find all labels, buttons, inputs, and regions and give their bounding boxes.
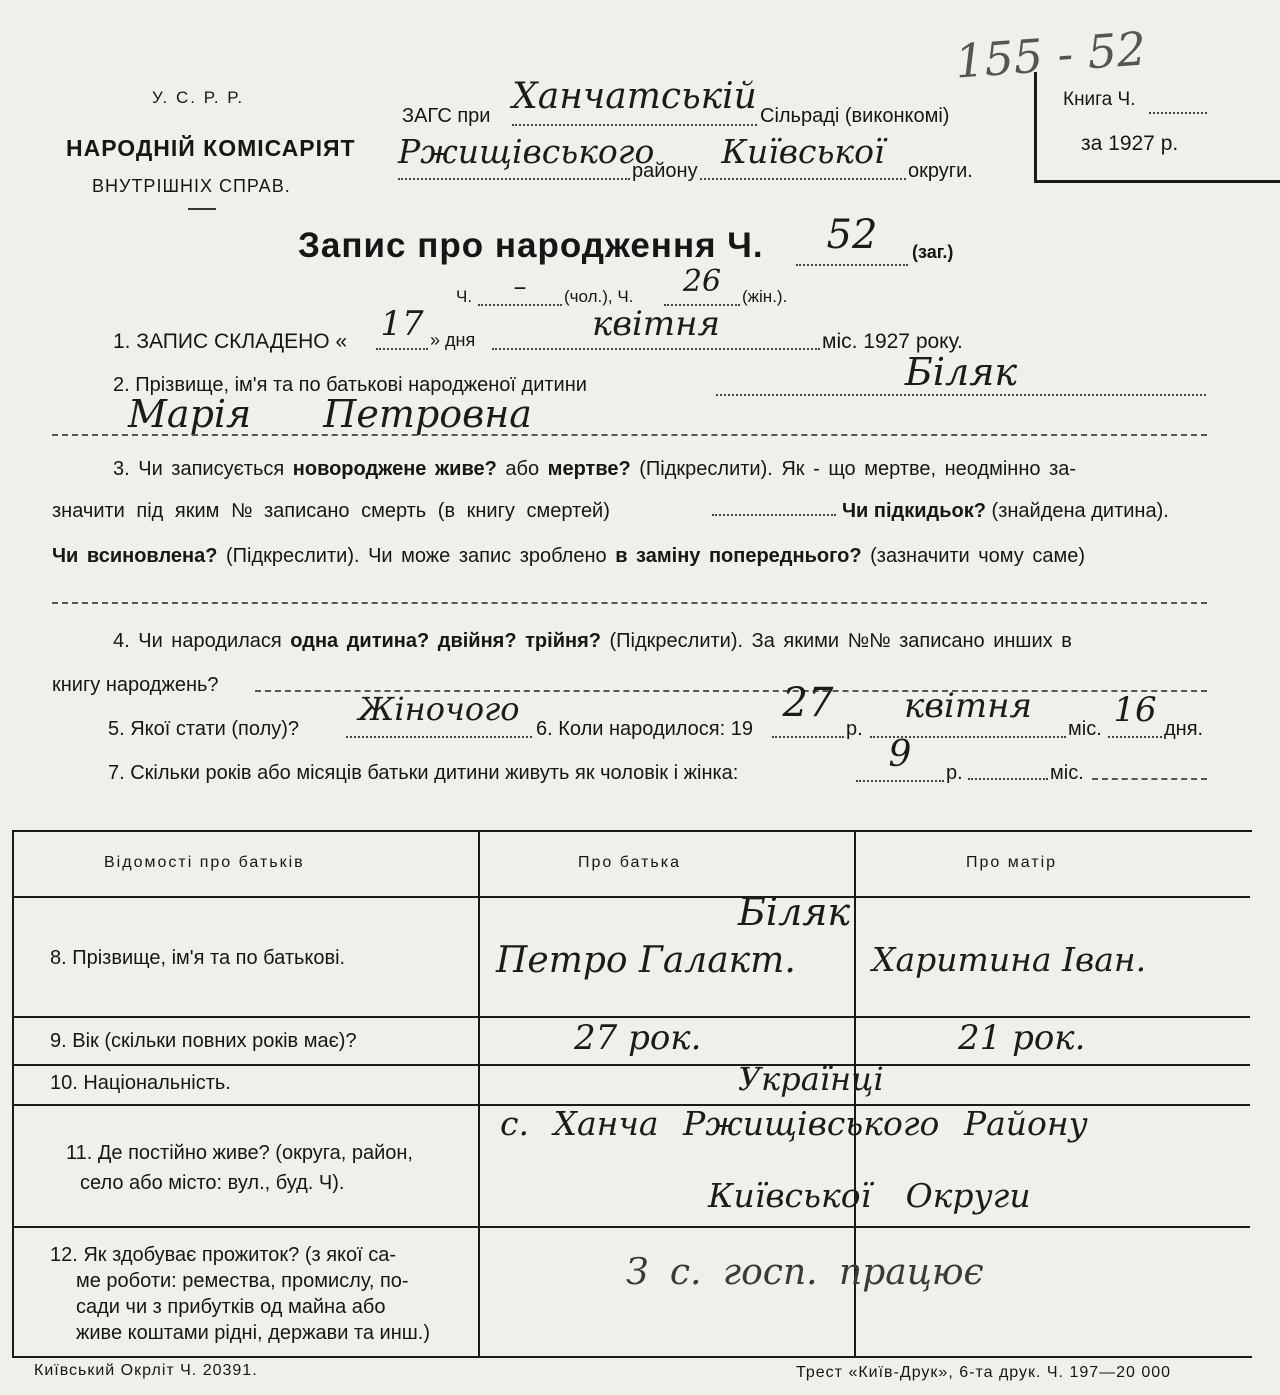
district-value: Ржищівського <box>398 132 630 180</box>
item7-label: 7. Скільки років або місяців батьки дитини живуть як чоловік і жінка: <box>108 762 739 784</box>
row9-label: 9. Вік (скільки повних років має)? <box>50 1030 357 1052</box>
row8-father-name: Петро Галакт. <box>496 940 796 981</box>
item3-adopted: Чи всиновлена? <box>52 545 218 567</box>
item6-label: 6. Коли народилося: 19 <box>536 718 753 740</box>
commissariat-label: НАРОДНІЙ КОМІСАРІЯТ <box>66 135 356 161</box>
header-divider <box>188 208 216 210</box>
book-box <box>1034 72 1280 183</box>
record-title: Запис про народження Ч. <box>298 226 764 265</box>
table-col-divider-1 <box>478 830 480 1356</box>
item7-years-suffix: р. <box>946 762 963 784</box>
item7-years: 9 <box>856 734 944 782</box>
item3-line2 <box>52 500 610 523</box>
table-header-father: Про батька <box>578 854 681 871</box>
book-year: за 1927 р. <box>1081 132 1179 155</box>
item2-name-line <box>52 434 1207 436</box>
book-label: Книга Ч. <box>1063 89 1136 110</box>
item3-alive: новороджене живе? <box>292 458 497 480</box>
item1-year: міс. 1927 року. <box>822 330 963 353</box>
row10-nationality: Українці <box>738 1060 884 1098</box>
item7-months-field <box>968 778 1048 780</box>
row12-label-1: 12. Як здобуває прожиток? (з якої са- <box>50 1244 397 1266</box>
row8-surname: Біляк <box>738 890 851 934</box>
item1-month: квітня <box>492 304 820 350</box>
row12-label-3: сади чи з прибутків од майна або <box>76 1296 386 1318</box>
footer-right: Трест «Київ-Друк», 6-та друк. Ч. 197—20 000 <box>796 1364 1172 1381</box>
item4-line1 <box>113 630 1072 653</box>
row11-address-2: Київської Округи <box>708 1176 1031 1215</box>
row9-mother-age: 21 рок. <box>958 1018 1086 1058</box>
okruha-label: округи. <box>908 160 973 182</box>
item7-months-suffix: міс. <box>1050 762 1084 784</box>
item3-replace-note: (зазначити чому саме) <box>861 545 1085 567</box>
item1-day: 17 <box>376 304 428 350</box>
item2-label: 2. Прізвище, ім'я та по батькові народженої дитини <box>113 374 587 396</box>
zags-village: Ханчатській <box>512 76 757 126</box>
item3-line1 <box>113 458 1076 481</box>
ussr-label: У. С. Р. Р. <box>152 88 245 107</box>
item3-line3 <box>52 545 1085 568</box>
item3-replace: в заміну попереднього? <box>615 545 862 567</box>
item3-text-2: (Підкреслити). Як - що мертве, неодмінно за- <box>630 458 1077 480</box>
item6-year-suffix: р. <box>846 718 863 740</box>
table-row-11-bottom <box>12 1226 1250 1228</box>
item1-label: 1. ЗАПИС СКЛАДЕНО « <box>113 330 348 353</box>
sub-ch-label: Ч. <box>456 287 473 306</box>
item6-month-suffix: міс. <box>1068 718 1102 740</box>
item2-name: Марія Петровна <box>128 392 532 436</box>
item3-text: 3. Чи записується <box>113 458 293 480</box>
item1-day-suffix: » дня <box>430 330 476 350</box>
okruha-value: Київської <box>700 132 906 180</box>
item3-reason-line <box>52 602 1207 604</box>
male-count-label: (чол.), Ч. <box>564 287 634 306</box>
item3-death-text: значити під яким № записано смерть (в книгу смертей) <box>52 500 610 522</box>
male-count: – <box>478 272 562 306</box>
book-number-field <box>1149 92 1207 114</box>
item6-day: 16 <box>1108 690 1162 738</box>
item4-options: одна дитина? двійня? трійня? <box>290 630 601 652</box>
row8-label: 8. Прізвище, ім'я та по батькові. <box>50 947 346 969</box>
item7-line <box>1092 778 1207 780</box>
item3-foundling-label: Чи підкидьок? <box>842 500 986 522</box>
item6-month: квітня <box>870 686 1066 738</box>
row9-father-age: 27 рок. <box>574 1018 702 1058</box>
female-count: 26 <box>664 264 740 306</box>
item3-or: або <box>496 458 548 480</box>
footer-left: Київський Окрліт Ч. 20391. <box>34 1362 258 1379</box>
record-number-suffix: (заг.) <box>912 242 954 262</box>
record-number: 52 <box>796 212 908 266</box>
district-label: району <box>632 160 698 182</box>
item3-replace-text: (Підкреслити). Чи може запис зроблено <box>217 545 616 567</box>
item3-dead: мертве? <box>547 458 631 480</box>
council-label: Сільраді (виконкомі) <box>760 105 950 127</box>
row12-label-4: живе коштами рідні, держави та инш.) <box>76 1322 431 1344</box>
item3-foundling-note: (знайдена дитина). <box>985 500 1169 522</box>
zags-prefix: ЗАГС при <box>402 105 491 127</box>
internal-affairs-label: ВНУТРІШНІХ СПРАВ. <box>92 176 291 196</box>
row12-occupation: З с. госп. працює <box>626 1252 984 1293</box>
table-header-mother: Про матір <box>966 854 1058 871</box>
row10-label: 10. Національність. <box>50 1072 231 1094</box>
archive-number: 155 - 52 <box>953 21 1148 89</box>
item4-text-2: (Підкреслити). За якими №№ записано инших в <box>600 630 1072 652</box>
item3-death-number-field <box>712 514 836 516</box>
row8-mother-name: Харитина Іван. <box>872 940 1147 979</box>
row11-label-1: 11. Де постійно живе? (округа, район, <box>66 1142 413 1164</box>
row11-address-1: с. Ханча Ржищівського Району <box>500 1104 1088 1143</box>
item4-line2: книгу народжень? <box>52 674 219 696</box>
female-count-label: (жін.). <box>742 287 788 306</box>
row12-label-2: ме роботи: ремества, промислу, по- <box>76 1270 409 1292</box>
item6-day-suffix: дня. <box>1164 718 1204 740</box>
item4-text: 4. Чи народилася <box>113 630 291 652</box>
item2-surname: Біляк <box>716 350 1206 396</box>
item3-foundling <box>842 500 1169 523</box>
row11-label-2: село або місто: вул., буд. Ч). <box>80 1172 345 1194</box>
table-row-9-bottom <box>12 1064 1250 1066</box>
item6-year: 27 <box>772 680 844 738</box>
item5-label: 5. Якої стати (полу)? <box>108 718 300 740</box>
item5-sex: Жіночого <box>346 690 532 738</box>
table-header-info: Відомості про батьків <box>104 854 305 871</box>
table-header-bottom <box>12 896 1250 898</box>
